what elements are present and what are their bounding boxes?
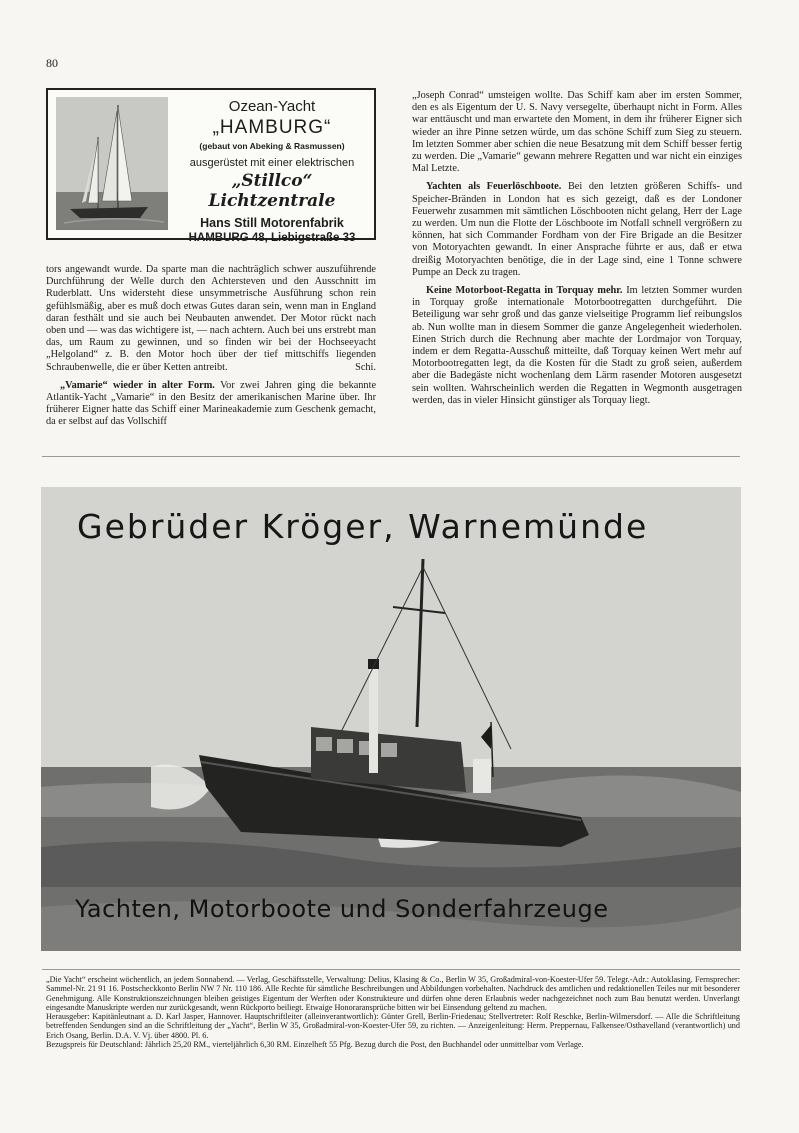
kroeger-headline: Gebrüder Kröger, Warnemünde bbox=[77, 507, 649, 546]
imprint-paragraph-3: Bezugspreis für Deutschland: Jährlich 25,20 RM., vierteljährlich 6,30 RM. Einzelheft 55 Pfg. Bezug durch die Post, den Buchhandel oder unmittelbar vom Verlage. bbox=[46, 1040, 584, 1050]
ad-line-4: ausgerüstet mit einer elektrischen bbox=[189, 157, 355, 169]
left-paragraph-1 bbox=[46, 264, 376, 374]
right-paragraph-2-text: Bei den letzten größeren Schiffs- und Speicher-Bränden in London hat es sich gezeigt, daß es der Londoner Feuerwehr zusammen mit sämtlichen Löschbooten nicht gelang, Herr der Lage zu werden. Um nun die Flotte der Löschboote im Notfall schnell vergrößern zu können, hat sich Commander Fordham von der Fire Brigade an die Besitzer von Motoryachten gewandt. In einer Ansprache führte er aus, daß er etwa dreißig Motoryachten benötige, die in der Lage sind, eine 1 Tonne schwere Pumpe an Deck zu tragen. bbox=[412, 181, 742, 278]
kroeger-advertisement bbox=[41, 487, 741, 951]
footer-divider bbox=[42, 969, 740, 970]
ad-text bbox=[172, 96, 372, 244]
imprint-paragraph-2: Herausgeber: Kapitänleutnant a. D. Karl Jasper, Hannover. Hauptschriftleiter (alleinverantwortlich): Günter Grell, Berlin-Friedenau; Stellvertreter: Rolf Reschke, Berlin-Wilmersdorf. — Alle die Schriftleitung betreffenden Sendungen sind an die Schriftleitung der „Yacht“, Berlin W 35, Großadmiral-von-Koester-Ufer 59, zu richten. — Anzeigenleitung: Herm. Preppernau, Falkensee/Osthavelland (verantwortlich) und Erich Osang, Berlin. D.A. V. Vj. über 4800. Pl. 6. bbox=[46, 1012, 740, 1040]
page-number: 80 bbox=[46, 56, 58, 70]
vamarie-heading: „Vamarie“ wieder in alter Form. bbox=[60, 379, 215, 391]
section-divider bbox=[42, 456, 740, 457]
ad-line-1: Ozean-Yacht bbox=[228, 98, 316, 115]
ad-brand: „Stillco“ Lichtzentrale bbox=[208, 171, 336, 211]
left-paragraph-2 bbox=[46, 380, 376, 429]
left-paragraph-2-text: Vor zwei Jahren ging die bekannte Atlantik-Yacht „Vamarie“ in den Besitz der amerikanischen Marine über. Ihr früherer Eigner hatte das Schiff einer Marineakademie zum Geschenk gemacht, da er selbst auf das Vollschiff bbox=[46, 379, 377, 428]
right-column bbox=[412, 90, 742, 413]
ad-line-3: (gebaut von Abeking & Rasmussen) bbox=[199, 141, 345, 151]
left-paragraph-1-text: tors angewandt wurde. Da sparte man die nachträglich schwer auszuführende Durchführung der Welle durch den Achtersteven und den Ausschnitt im Ruderblatt. Uns widersteht diese unsymmetrische Ausführung schon rein gefühlsmäßig, aber es muß doch etwas Gutes daran sein, wenn man in England daran festhält und sie auch bei Neubauten anwendet. Der Motor rückt nach oben und — was das wichtigere ist, — nach achtern. Auch bei uns erstrebt man das, um Raum zu gewinnen, und so finden wir bei der Hochseeyacht „Helgoland“ z. B. den Motor hoch über der tief mittschiffs liegenden Schraubenwelle, die er über Ketten antreibt. bbox=[46, 264, 376, 373]
torquay-heading: Keine Motorboot-Regatta in Torquay mehr. bbox=[426, 285, 623, 297]
sailing-yacht-illustration bbox=[56, 97, 168, 230]
fireboat-heading: Yachten als Feuerlöschboote. bbox=[426, 181, 562, 193]
ad-line-2: „HAMBURG“ bbox=[212, 117, 332, 138]
motorboat-photo bbox=[41, 487, 741, 951]
stillco-advertisement bbox=[46, 88, 376, 244]
ad-company: Hans Still Motorenfabrik bbox=[200, 216, 344, 230]
right-paragraph-3 bbox=[412, 285, 742, 407]
yacht-photo bbox=[56, 97, 168, 230]
imprint bbox=[46, 975, 740, 1049]
right-paragraph-1: „Joseph Conrad“ umsteigen wollte. Das Schiff kam aber im ersten Sommer, den es als Eigentum der U. S. Navy versegelte, überhaupt nicht in Form. Alles war enttäuscht und man erwartete den Moment, in dem ihr früherer Eigner sich wieder an ihre Pinne setzen würde, um das schöne Schiff zum Sieg zu steuern. Im letzten Sommer aber schien die neue Besatzung mit dem Schiff besser fertig zu werden. Die „Vamarie“ gewann mehrere Regatten und war nicht ein einziges Mal Letzte. bbox=[412, 90, 742, 175]
left-column bbox=[46, 264, 376, 435]
imprint-paragraph-1: „Die Yacht“ erscheint wöchentlich, an jedem Sonnabend. — Verlag, Geschäftsstelle, Verwaltung: Delius, Klasing & Co., Berlin W 35, Großadmiral-von-Koester-Ufer 59. Telegr.-Adr.: Autoklasing. Fernsprecher: Sammel-Nr. 21 91 16. Postscheckkonto Berlin NW 7 Nr. 110 186. Alle Rechte für sämtliche Beschreibungen und Abbildungen vorbehalten. Nachdruck des amtlichen und redaktionellen Teiles nur mit besonderer Genehmigung. Alle Konstruktionszeichnungen bleiben geistiges Eigentum der Werften oder Konstrukteure und dürfen ohne deren Erlaubnis weder nachgezeichnet noch zum Bau benutzt werden. Unverlangt eingesandte Manuskripte werden nur zurückgesandt, wenn Rückporto beiliegt. Etwaige Honoraransprüche bitten wir bei Einsendung geltend zu machen. bbox=[46, 975, 740, 1012]
author-signature: Schi. bbox=[355, 361, 376, 373]
kroeger-tagline: Yachten, Motorboote und Sonderfahrzeuge bbox=[75, 895, 609, 923]
ad-city: HAMBURG 48, Liebigstraße 33 bbox=[188, 232, 356, 244]
right-paragraph-3-text: Im letzten Sommer wurden in Torquay große internationale Motorbootregatten durchgeführt. Die Beteiligung war sehr groß und das ganze vielseitige Programm lief reibungslos ab. Nun wollte man in diesem Sommer die ganze Angelegenheit wiederholen. Einen Strich durch die Rechnung aber machte der Lordmajor von Torquay, indem er dem Regatta-Ausschuß mitteilte, daß Torquay keinen Wert mehr auf Motorbootregatten legt, da die Kosten für die Stadt zu groß seien, außerdem aber die Badegäste nicht wochenlang dem Lärm rasender Motoren ausgesetzt sein wollten. Wahrscheinlich werden die Regatten in Wegmonth ausgetragen werden, das in vieler Hinsicht günstiger als Torquay liegt. bbox=[412, 285, 742, 406]
right-paragraph-2 bbox=[412, 181, 742, 279]
